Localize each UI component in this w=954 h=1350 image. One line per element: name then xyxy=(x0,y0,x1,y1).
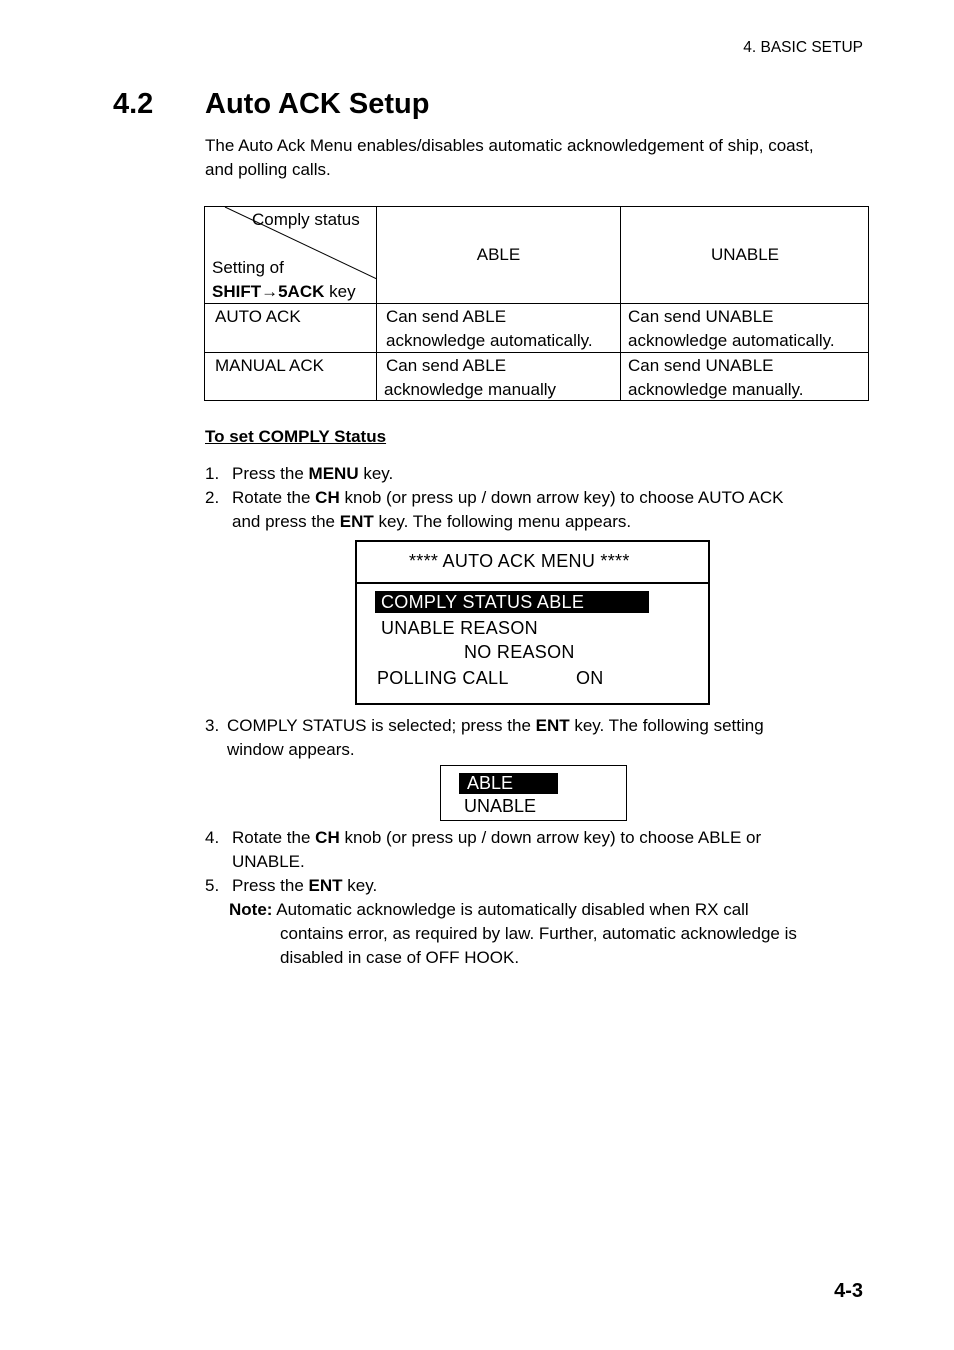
step-number: 3. xyxy=(205,716,220,735)
section-number: 4.2 xyxy=(113,88,154,120)
step-number: 2. xyxy=(205,488,220,507)
note-line-3: disabled in case of OFF HOOK. xyxy=(280,948,520,967)
intro-line-1: The Auto Ack Menu enables/disables automatic acknowledgement of ship, coast, xyxy=(205,136,814,155)
option-unable[interactable]: UNABLE xyxy=(464,796,537,816)
cell-auto-unable-line2: acknowledge automatically. xyxy=(628,331,835,350)
note-line-1: Note: Automatic acknowledge is automatically disabled when RX call xyxy=(229,900,749,919)
comply-status-table xyxy=(204,206,869,401)
intro-paragraph xyxy=(205,134,875,182)
note-label: Note: xyxy=(229,900,273,919)
procedure-heading: To set COMPLY Status xyxy=(205,427,387,446)
note-line-2: contains error, as required by law. Further, automatic acknowledge is xyxy=(280,924,797,943)
step-5 xyxy=(205,874,865,898)
corner-header-bottom-2 xyxy=(212,280,356,304)
cell-manual-able-line2: acknowledge manually xyxy=(384,380,556,399)
intro-line-2: and polling calls. xyxy=(205,160,331,179)
step-text-continued: UNABLE. xyxy=(232,852,305,871)
menu-title: **** AUTO ACK MENU **** xyxy=(409,551,630,571)
key-name: CH xyxy=(315,828,340,847)
menu-item-unable-reason-value: NO REASON xyxy=(464,642,575,662)
corner-header-key-suffix: key xyxy=(324,282,356,301)
step-number: 1. xyxy=(205,464,220,483)
key-name: MENU xyxy=(308,464,359,483)
cell-manual-unable-line1: Can send UNABLE xyxy=(628,356,774,375)
key-name: ENT xyxy=(339,512,374,531)
step-text: Press the ENT key. xyxy=(232,876,378,895)
step-2 xyxy=(205,486,865,534)
running-head: 4. BASIC SETUP xyxy=(743,39,863,56)
step-text-continued: and press the ENT key. The following menu appears. xyxy=(232,512,632,531)
cell-auto-able-line2: acknowledge automatically. xyxy=(386,331,593,350)
corner-header-top: Comply status xyxy=(252,210,360,229)
menu-title-divider xyxy=(357,582,708,584)
auto-ack-menu-display xyxy=(355,540,710,705)
key-name: ENT xyxy=(535,716,570,735)
step-number: 5. xyxy=(205,876,220,895)
page-number: 4-3 xyxy=(834,1280,863,1302)
step-text: COMPLY STATUS is selected; press the ENT key. The following setting xyxy=(227,716,764,735)
step-4 xyxy=(205,826,865,874)
section-title: Auto ACK Setup xyxy=(205,88,430,120)
corner-header-key: SHIFT→5ACK xyxy=(212,282,325,301)
step-1 xyxy=(205,462,865,486)
step-3 xyxy=(205,714,865,762)
row-label-auto-ack: AUTO ACK xyxy=(215,307,301,326)
column-header-able: ABLE xyxy=(476,245,521,264)
step-text-continued: window appears. xyxy=(227,740,355,759)
row-label-manual-ack: MANUAL ACK xyxy=(215,356,324,375)
step-text: Press the MENU key. xyxy=(232,464,394,483)
menu-item-polling-call[interactable]: POLLING CALL xyxy=(377,668,509,688)
option-able[interactable]: ABLE xyxy=(459,773,558,794)
menu-item-comply-status[interactable]: COMPLY STATUS ABLE xyxy=(375,591,649,613)
key-name: ENT xyxy=(308,876,343,895)
column-header-unable: UNABLE xyxy=(710,245,780,264)
corner-header-bottom-1: Setting of xyxy=(212,258,284,277)
step-number: 4. xyxy=(205,828,220,847)
cell-auto-unable-line1: Can send UNABLE xyxy=(628,307,774,326)
note xyxy=(229,898,869,970)
step-text: Rotate the CH knob (or press up / down arrow key) to choose ABLE or xyxy=(232,828,762,847)
step-text: Rotate the CH knob (or press up / down arrow key) to choose AUTO ACK xyxy=(232,488,784,507)
menu-item-polling-call-value: ON xyxy=(576,668,604,688)
comply-setting-window xyxy=(440,765,627,821)
cell-manual-able-line1: Can send ABLE xyxy=(386,356,507,375)
key-name: CH xyxy=(315,488,340,507)
cell-manual-unable-line2: acknowledge manually. xyxy=(628,380,804,399)
cell-auto-able-line1: Can send ABLE xyxy=(386,307,507,326)
menu-item-unable-reason[interactable]: UNABLE REASON xyxy=(381,618,538,638)
